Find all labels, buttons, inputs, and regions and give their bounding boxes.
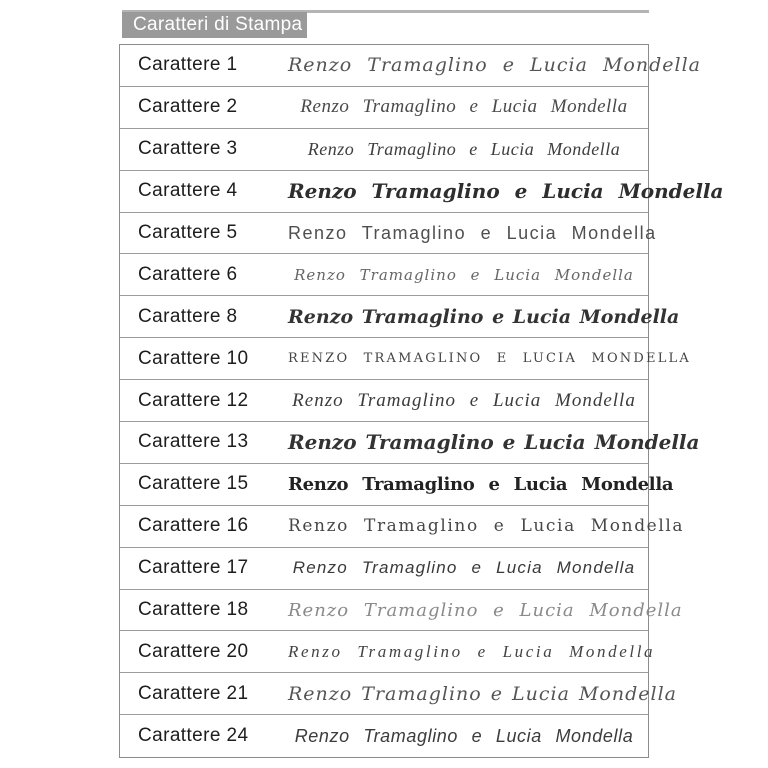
font-label: Carattere 10: [138, 347, 249, 369]
table-row: [120, 506, 685, 548]
font-label: Carattere 6: [138, 263, 238, 285]
table-row: [120, 45, 701, 87]
table-row: [120, 464, 674, 506]
table-row: [120, 631, 656, 673]
font-label: Carattere 1: [138, 54, 238, 76]
font-label: Carattere 20: [138, 640, 249, 662]
table-row: [120, 171, 724, 213]
font-label: Carattere 4: [138, 180, 238, 202]
font-sample: RENZO TRAMAGLINO E LUCIA MONDELLA: [288, 351, 691, 367]
font-sample: Renzo Tramaglino e Lucia Mondella: [288, 599, 683, 621]
font-sample: Renzo Tramaglino e Lucia Mondella: [288, 222, 657, 243]
font-sample: Renzo Tramaglino e Lucia Mondella: [288, 179, 724, 204]
font-sample: Renzo Tramaglino e Lucia Mondella: [288, 430, 700, 455]
font-sample: Renzo Tramaglino e Lucia Mondella: [294, 725, 634, 746]
font-label: Carattere 18: [138, 599, 249, 621]
table-row: [120, 715, 648, 757]
font-label: Carattere 15: [138, 473, 249, 495]
table-row: [120, 548, 648, 590]
font-sample: Renzo Tramaglino e Lucia Mondella: [288, 305, 680, 328]
font-label: Carattere 2: [138, 96, 238, 118]
font-sample: Renzo Tramaglino e Lucia Mondella: [307, 138, 621, 159]
font-label: Carattere 13: [138, 431, 249, 453]
font-sample: Renzo Tramaglino e Lucia Mondella: [288, 682, 677, 705]
font-sample: Renzo Tramaglino e Lucia Mondella: [288, 641, 656, 661]
font-sample: Renzo Tramaglino e Lucia Mondella: [294, 265, 634, 284]
font-sample: Renzo Tramaglino e Lucia Mondella: [292, 558, 636, 578]
table-row: [120, 87, 648, 129]
table-row: [120, 590, 683, 632]
font-label: Carattere 8: [138, 305, 238, 327]
table-row: [120, 213, 657, 255]
font-sample: Renzo Tramaglino e Lucia Mondella: [300, 96, 628, 118]
font-label: Carattere 3: [138, 138, 238, 160]
font-sample: Renzo Tramaglino e Lucia Mondella: [288, 516, 685, 537]
table-row: [120, 338, 691, 380]
font-label: Carattere 24: [138, 725, 249, 747]
font-label: Carattere 17: [138, 557, 249, 579]
font-label: Carattere 5: [138, 222, 238, 243]
table-row: [120, 422, 700, 464]
table-row: [120, 296, 680, 338]
table-row: [120, 254, 648, 296]
font-label: Carattere 21: [138, 682, 249, 704]
table-row: [120, 129, 648, 171]
font-table: [119, 44, 724, 758]
font-sample: Renzo Tramaglino e Lucia Mondella: [288, 54, 701, 77]
page-title: Caratteri di Stampa: [133, 14, 303, 35]
font-label: Carattere 12: [138, 389, 249, 411]
table-row: [120, 673, 677, 715]
font-sample: Renzo Tramaglino e Lucia Mondella: [292, 389, 636, 411]
font-label: Carattere 16: [138, 515, 249, 537]
page-title-bar: [122, 12, 307, 38]
table-row: [120, 380, 648, 422]
font-sample: Renzo Tramaglino e Lucia Mondella: [288, 473, 674, 495]
